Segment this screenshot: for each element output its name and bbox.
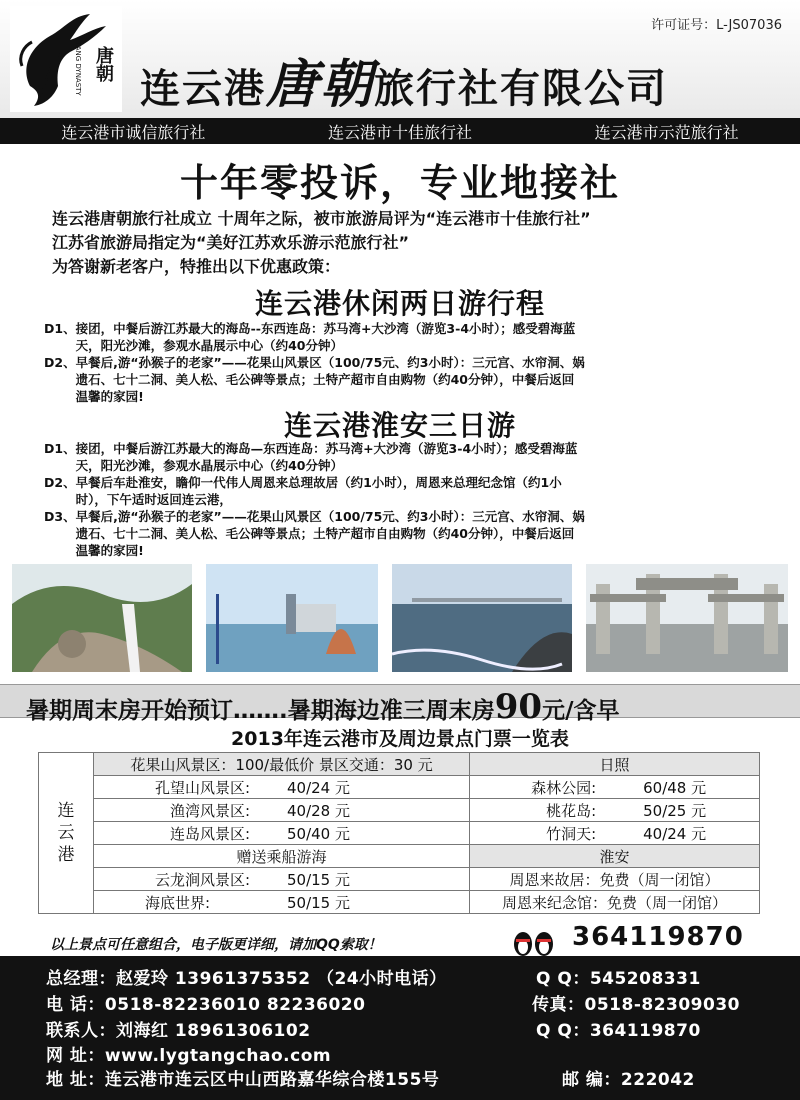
photo-sea-bridge-icon: [392, 564, 572, 672]
day-tag: D2、: [44, 475, 76, 490]
promo-text-part: 元/含早: [542, 698, 620, 724]
table-cell: 日照: [470, 753, 760, 776]
table-cell: [94, 868, 470, 891]
table-cell: [470, 776, 760, 799]
table-row: [39, 868, 760, 891]
spot-name: 森林公园:: [531, 778, 597, 797]
side-label-cell: [39, 753, 94, 914]
logo-text: 唐朝: [93, 46, 114, 82]
spot-price: 60/48 元: [643, 778, 707, 797]
intro-line: 为答谢新老客户，特推出以下优惠政策：: [52, 257, 341, 276]
promo-price: 90: [494, 687, 543, 727]
spot-price: 50/40 元: [287, 824, 350, 843]
table-row: [39, 822, 760, 845]
table-row: [39, 845, 760, 868]
day-text: [76, 320, 764, 354]
photo-rock-waterfall-icon: [12, 564, 192, 672]
combo-note: 以上景点可任意组合，电子版更详细，请加QQ索取！: [50, 937, 382, 953]
spot-name: 竹洞天:: [546, 824, 597, 843]
spot-name: 连岛风景区:: [169, 824, 250, 843]
company-prefix: 连云港: [140, 66, 266, 112]
spot-price: 50/15 元: [287, 870, 350, 889]
day-tag: D2、: [44, 355, 76, 370]
itinerary-day: [44, 320, 764, 354]
honor-item: 连云港市示范旅行社: [594, 122, 739, 142]
spot-name: 孔望山风景区:: [154, 778, 250, 797]
spot-name: 渔湾风景区:: [169, 801, 250, 820]
table-row: [39, 776, 760, 799]
spot-price: 50/15 元: [287, 893, 350, 912]
qq-penguin-icon: [510, 928, 558, 958]
tour2-itinerary: [44, 440, 764, 559]
table-row: [39, 753, 760, 776]
tour1-itinerary: [44, 320, 764, 405]
table-cell: [94, 822, 470, 845]
website: 网 址：www.lygtangchao.com: [46, 1046, 332, 1066]
manager-contact: 总经理：赵爱玲 13961375352 （24小时电话）: [46, 969, 447, 989]
photo-stone-gate: [586, 564, 788, 672]
day-line: 天，阳光沙滩，参观水晶展示中心（约40分钟）: [75, 458, 343, 473]
intro-line: 连云港唐朝旅行社成立 十周年之际，被市旅游局评为“连云港市十佳旅行社”: [52, 209, 591, 228]
table-cell: [470, 822, 760, 845]
table-cell: 周恩来纪念馆：免费（周一闭馆）: [470, 891, 760, 914]
side-label: 连 云 港: [57, 801, 75, 865]
company-suffix: 旅行社有限公司: [374, 66, 669, 112]
qq-contact: Q Q：545208331: [536, 969, 701, 989]
company-logo: [10, 6, 122, 112]
table-cell: [470, 799, 760, 822]
itinerary-day: [44, 508, 764, 559]
table-cell: 淮安: [470, 845, 760, 868]
company-name: [140, 42, 668, 117]
honor-item: 连云港市诚信旅行社: [61, 122, 206, 142]
qq-contact: Q Q：364119870: [536, 1021, 701, 1041]
day-text: [76, 474, 764, 508]
spot-price: 50/25 元: [643, 801, 707, 820]
table-cell: 周恩来故居：免费（周一闭馆）: [470, 868, 760, 891]
tour2-title: 连云港淮安三日游: [283, 409, 516, 442]
slogan: 十年零投诉，专业地接社: [179, 161, 620, 205]
spot-name: 云龙涧风景区:: [154, 870, 250, 889]
day-line: 接团，中餐后游江苏最大的海岛—东西连岛：苏马湾+大沙湾（游览3-4小时）；感受碧海蓝: [75, 441, 578, 456]
photo-stone-gate-icon: [586, 564, 788, 672]
day-line: 天，阳光沙滩，参观水晶展示中心（约40分钟）: [75, 338, 343, 353]
day-line: 早餐后车赴淮安，瞻仰一代伟人周恩来总理故居（约1小时），周恩来总理纪念馆（约1小: [75, 475, 562, 490]
intro-line: 江苏省旅游局指定为“美好江苏欢乐游示范旅行社”: [52, 233, 410, 252]
day-line: 早餐后,游“孙猴子的老家”——花果山风景区（100/75元、约3小时）：三元宫、水帘洞、娲: [75, 355, 585, 370]
spot-price: 40/24 元: [287, 778, 350, 797]
postcode: 邮 编：222042: [562, 1070, 695, 1090]
phone-contact: 电 话：0518-82236010 82236020: [46, 995, 366, 1015]
day-text: [76, 508, 764, 559]
spot-name: 桃花岛:: [546, 801, 597, 820]
tour1-title: 连云港休闲两日游行程: [254, 287, 545, 320]
day-tag: D3、: [44, 509, 76, 524]
day-tag: D1、: [44, 441, 76, 456]
spot-price: 40/28 元: [287, 801, 350, 820]
logo-subtext: TANG DYNASTY: [74, 42, 82, 96]
table-cell: 花果山风景区：100/最低价 景区交通：30 元: [94, 753, 470, 776]
fax-contact: 传真：0518-82309030: [532, 995, 740, 1015]
itinerary-day: [44, 474, 764, 508]
promo-banner: [0, 684, 800, 727]
day-tag: D1、: [44, 321, 76, 336]
table-cell: 赠送乘船游海: [94, 845, 470, 868]
itinerary-day: [44, 440, 764, 474]
spot-price: 40/24 元: [643, 824, 707, 843]
ticket-table: [38, 752, 760, 914]
ticket-table-title: 2013年连云港市及周边景点门票一览表: [231, 728, 569, 750]
table-row: [39, 799, 760, 822]
company-main: 唐朝: [266, 54, 375, 115]
promo-text: [26, 687, 619, 727]
day-line: 温馨的家园!: [75, 389, 144, 404]
photo-rock-waterfall: [12, 564, 192, 672]
promo-text-part: 暑期周末房开始预订…….暑期海边准三周末房: [26, 698, 495, 724]
photo-seaside-promenade: [206, 564, 378, 672]
day-line: 遗石、七十二洞、美人松、毛公碑等景点；土特产超市自由购物（约40分钟），中餐后返回: [75, 372, 575, 387]
day-line: 接团，中餐后游江苏最大的海岛--东西连岛：苏马湾+大沙湾（游览3-4小时）；感受碧海蓝: [75, 321, 576, 336]
contact-person: 联系人：刘海红 18961306102: [46, 1021, 311, 1041]
day-line: 时），下午适时返回连云港，: [75, 492, 232, 507]
table-cell: [94, 776, 470, 799]
honor-item: 连云港市十佳旅行社: [327, 122, 472, 142]
photo-seaside-promenade-icon: [206, 564, 378, 672]
spot-name: 海底世界:: [144, 893, 210, 912]
contacts-panel: [0, 956, 800, 1100]
address: 地 址：连云港市连云区中山西路嘉华综合楼155号: [46, 1070, 440, 1090]
itinerary-day: [44, 354, 764, 405]
qq-number: 364119870: [572, 922, 744, 952]
table-cell: [94, 799, 470, 822]
day-line: 温馨的家园!: [75, 543, 144, 558]
day-text: [76, 354, 764, 405]
photo-sea-bridge: [392, 564, 572, 672]
table-cell: [94, 891, 470, 914]
table-row: [39, 891, 760, 914]
honor-bar: [0, 118, 800, 144]
day-text: [76, 440, 764, 474]
day-line: 早餐后,游“孙猴子的老家”——花果山风景区（100/75元、约3小时）：三元宫、水帘洞、娲: [75, 509, 585, 524]
day-line: 遗石、七十二洞、美人松、毛公碑等景点；土特产超市自由购物（约40分钟），中餐后返回: [75, 526, 575, 541]
license-number: 许可证号：L-JS07036: [651, 18, 782, 33]
